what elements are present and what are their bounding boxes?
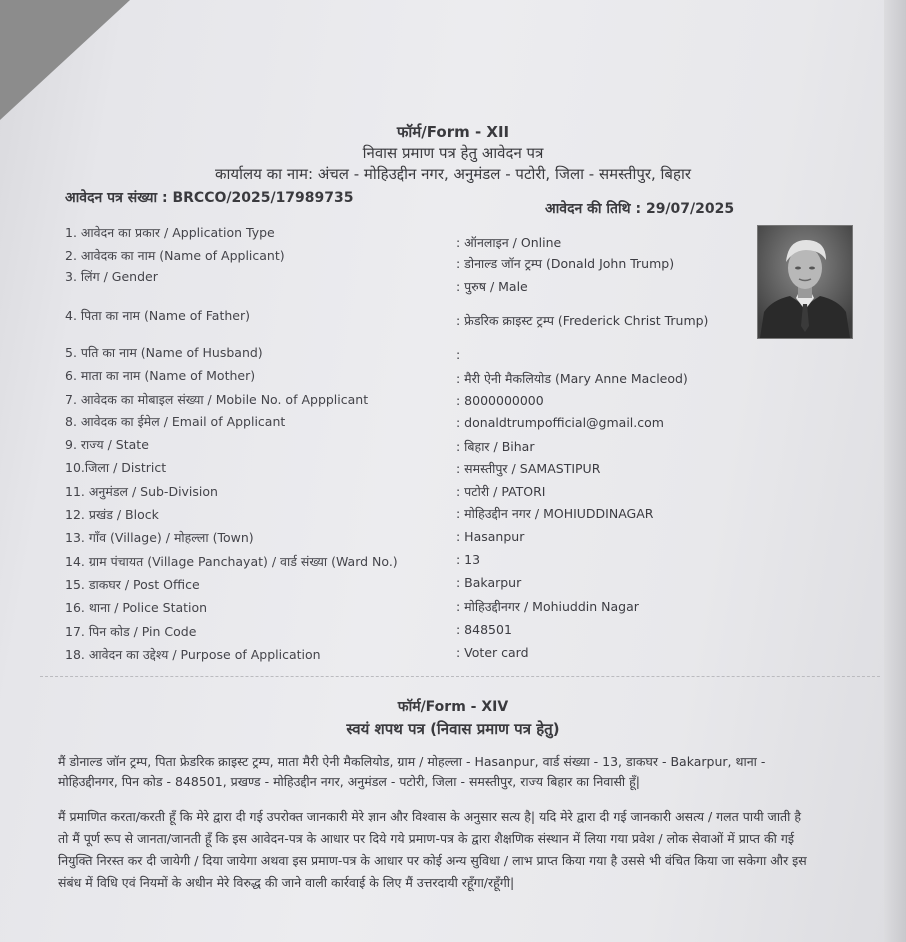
affidavit-para2-line3: नियुक्ति निरस्त कर दी जायेगी / दिया जायेगा अथवा इस प्रमाण-पत्र के आधार पर कोई अन्य सुविधा / लाभ प्राप्त किया गया है उससे भी वंचित किया जा सकेगा और इस	[58, 853, 807, 868]
field-label-2: 2. आवेदक का नाम (Name of Applicant)	[65, 248, 285, 263]
field-value-3: : पुरुष / Male	[456, 279, 528, 294]
field-value-16: : मोहिउद्दीनगर / Mohiuddin Nagar	[456, 599, 639, 614]
affidavit-para2-line4: संबंध में विधि एवं नियमों के अधीन मेरे विरुद्ध की जाने वाली कार्रवाई के लिए मैं उत्तरदायी रहूँगा/रहूँगी|	[58, 875, 515, 890]
form-title: फॉर्म/Form - XII	[396, 123, 510, 141]
application-date: आवेदन की तिथि : 29/07/2025	[545, 201, 735, 217]
field-value-2: : डोनाल्ड जॉन ट्रम्प (Donald John Trump)	[456, 256, 675, 271]
form-subtitle: निवास प्रमाण पत्र हेतु आवेदन पत्र	[362, 144, 544, 162]
field-label-1: 1. आवेदन का प्रकार / Application Type	[65, 225, 275, 240]
affidavit-title: स्वयं शपथ पत्र (निवास प्रमाण पत्र हेतु)	[346, 720, 560, 738]
field-label-4: 4. पिता का नाम (Name of Father)	[65, 308, 250, 323]
field-value-4: : फ्रेडरिक क्राइस्ट ट्रम्प (Frederick Christ Trump)	[456, 313, 709, 328]
field-value-12: : मोहिउद्दीन नगर / MOHIUDDINAGAR	[456, 506, 654, 521]
field-label-6: 6. माता का नाम (Name of Mother)	[65, 368, 256, 383]
application-number: आवेदन पत्र संख्या : BRCCO/2025/17989735	[65, 190, 354, 206]
field-value-7: : 8000000000	[456, 393, 544, 408]
field-value-9: : बिहार / Bihar	[456, 439, 535, 454]
field-label-15: 15. डाकघर / Post Office	[65, 577, 200, 592]
applicant-photo	[757, 225, 853, 339]
field-label-12: 12. प्रखंड / Block	[65, 507, 159, 522]
field-value-17: : 848501	[456, 622, 512, 637]
field-value-10: : समस्तीपुर / SAMASTIPUR	[456, 461, 601, 476]
field-value-6: : मैरी ऐनी मैकलियोड (Mary Anne Macleod)	[456, 371, 688, 386]
field-value-11: : पटोरी / PATORI	[456, 484, 546, 499]
field-label-16: 16. थाना / Police Station	[65, 600, 208, 615]
affidavit-form-title: फॉर्म/Form - XIV	[397, 699, 509, 715]
section-divider	[40, 676, 880, 677]
field-value-1: : ऑनलाइन / Online	[456, 235, 562, 250]
field-label-9: 9. राज्य / State	[65, 437, 149, 452]
field-value-14: : 13	[456, 552, 481, 567]
field-value-18: : Voter card	[456, 645, 529, 660]
field-label-13: 13. गाँव (Village) / मोहल्ला (Town)	[65, 530, 254, 545]
field-label-10: 10.जिला / District	[65, 460, 167, 475]
field-label-14: 14. ग्राम पंचायत (Village Panchayat) / वार्ड संख्या (Ward No.)	[65, 554, 398, 569]
field-label-7: 7. आवेदक का मोबाइल संख्या / Mobile No. of Appplicant	[65, 392, 369, 407]
field-label-5: 5. पति का नाम (Name of Husband)	[65, 345, 263, 360]
affidavit-para1-line1: मैं डोनाल्ड जॉन ट्रम्प, पिता फ्रेडरिक क्राइस्ट ट्रम्प, माता मैरी ऐनी मैकलियोड, ग्राम / मोहल्ला - Hasanpur, वार्ड संख्या - 13, डाकघर - Bakarpur, थाना -	[58, 754, 766, 769]
field-value-13: : Hasanpur	[456, 529, 525, 544]
field-label-11: 11. अनुमंडल / Sub-Division	[65, 484, 218, 499]
field-value-15: : Bakarpur	[456, 575, 522, 590]
field-label-17: 17. पिन कोड / Pin Code	[65, 624, 197, 639]
folded-corner	[0, 0, 130, 120]
field-value-5: :	[456, 347, 461, 362]
field-label-8: 8. आवेदक का ईमेल / Email of Applicant	[65, 414, 286, 429]
affidavit-para2-line1: मैं प्रमाणित करता/करती हूँ कि मेरे द्वारा दी गई उपरोक्त जानकारी मेरे ज्ञान और विश्वास के अनुसार सत्य है| यदि मेरे द्वारा दी गई जानकारी असत्य / गलत पायी जाती है	[58, 809, 802, 824]
field-label-18: 18. आवेदन का उद्देश्य / Purpose of Application	[65, 647, 321, 662]
field-label-3: 3. लिंग / Gender	[65, 269, 158, 284]
field-value-8: : donaldtrumpofficial@gmail.com	[456, 415, 664, 430]
affidavit-para1-line2: मोहिउद्दीनगर, पिन कोड - 848501, प्रखण्ड - मोहिउद्दीन नगर, अनुमंडल - पटोरी, जिला - समस्तीपुर, राज्य बिहार का निवासी हूँ|	[58, 774, 640, 789]
affidavit-para2-line2: तो मैं पूर्ण रूप से जानता/जानती हूँ कि इस आवेदन-पत्र के आधार पर दिये गये प्रमाण-पत्र के द्वारा शैक्षणिक संस्थान में लिया गया प्रवेश / लोक सेवाओं में प्राप्त की गई	[58, 831, 795, 846]
office-name: कार्यालय का नाम: अंचल - मोहिउद्दीन नगर, अनुमंडल - पटोरी, जिला - समस्तीपुर, बिहार	[215, 165, 691, 183]
